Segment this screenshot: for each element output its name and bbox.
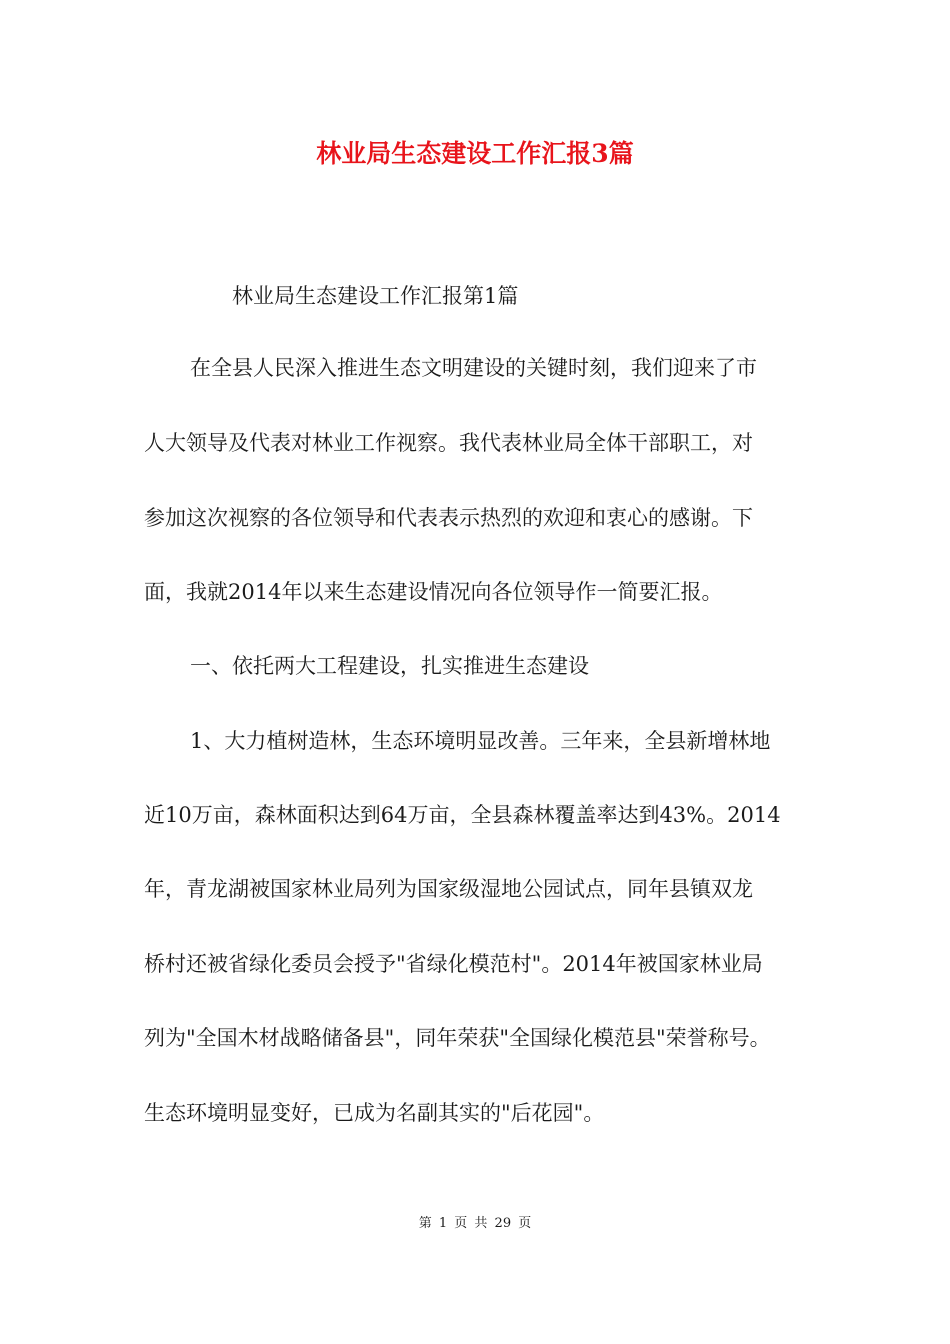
paragraph-line: 生态环境明显变好，已成为名副其实的"后花园"。: [144, 1101, 605, 1125]
paragraph-line: 列为"全国木材战略储备县"，同年荣获"全国绿化模范县"荣誉称号。: [144, 1026, 771, 1050]
document-title: 林业局生态建设工作汇报3篇: [316, 139, 634, 168]
paragraph-line: 近10万亩，森林面积达到64万亩，全县森林覆盖率达到43%。2014: [144, 803, 781, 827]
paragraph-line: 桥村还被省绿化委员会授予"省绿化模范村"。2014年被国家林业局: [144, 952, 763, 976]
page-number-footer: 第 1 页 共 29 页: [418, 1216, 532, 1231]
subsection-heading: 一、依托两大工程建设，扎实推进生态建设: [190, 654, 589, 678]
paragraph-line: 人大领导及代表对林业工作视察。我代表林业局全体干部职工，对: [144, 431, 753, 455]
paragraph-line: 在全县人民深入推进生态文明建设的关键时刻，我们迎来了市: [190, 356, 757, 380]
paragraph-line: 年，青龙湖被国家林业局列为国家级湿地公园试点，同年县镇双龙: [144, 877, 753, 901]
section-heading: 林业局生态建设工作汇报第1篇: [232, 284, 519, 308]
paragraph-line: 1、大力植树造林，生态环境明显改善。三年来，全县新增林地: [190, 729, 771, 753]
paragraph-line: 参加这次视察的各位领导和代表表示热烈的欢迎和衷心的感谢。下: [144, 506, 753, 530]
paragraph-line: 面，我就2014年以来生态建设情况向各位领导作一简要汇报。: [144, 580, 723, 604]
